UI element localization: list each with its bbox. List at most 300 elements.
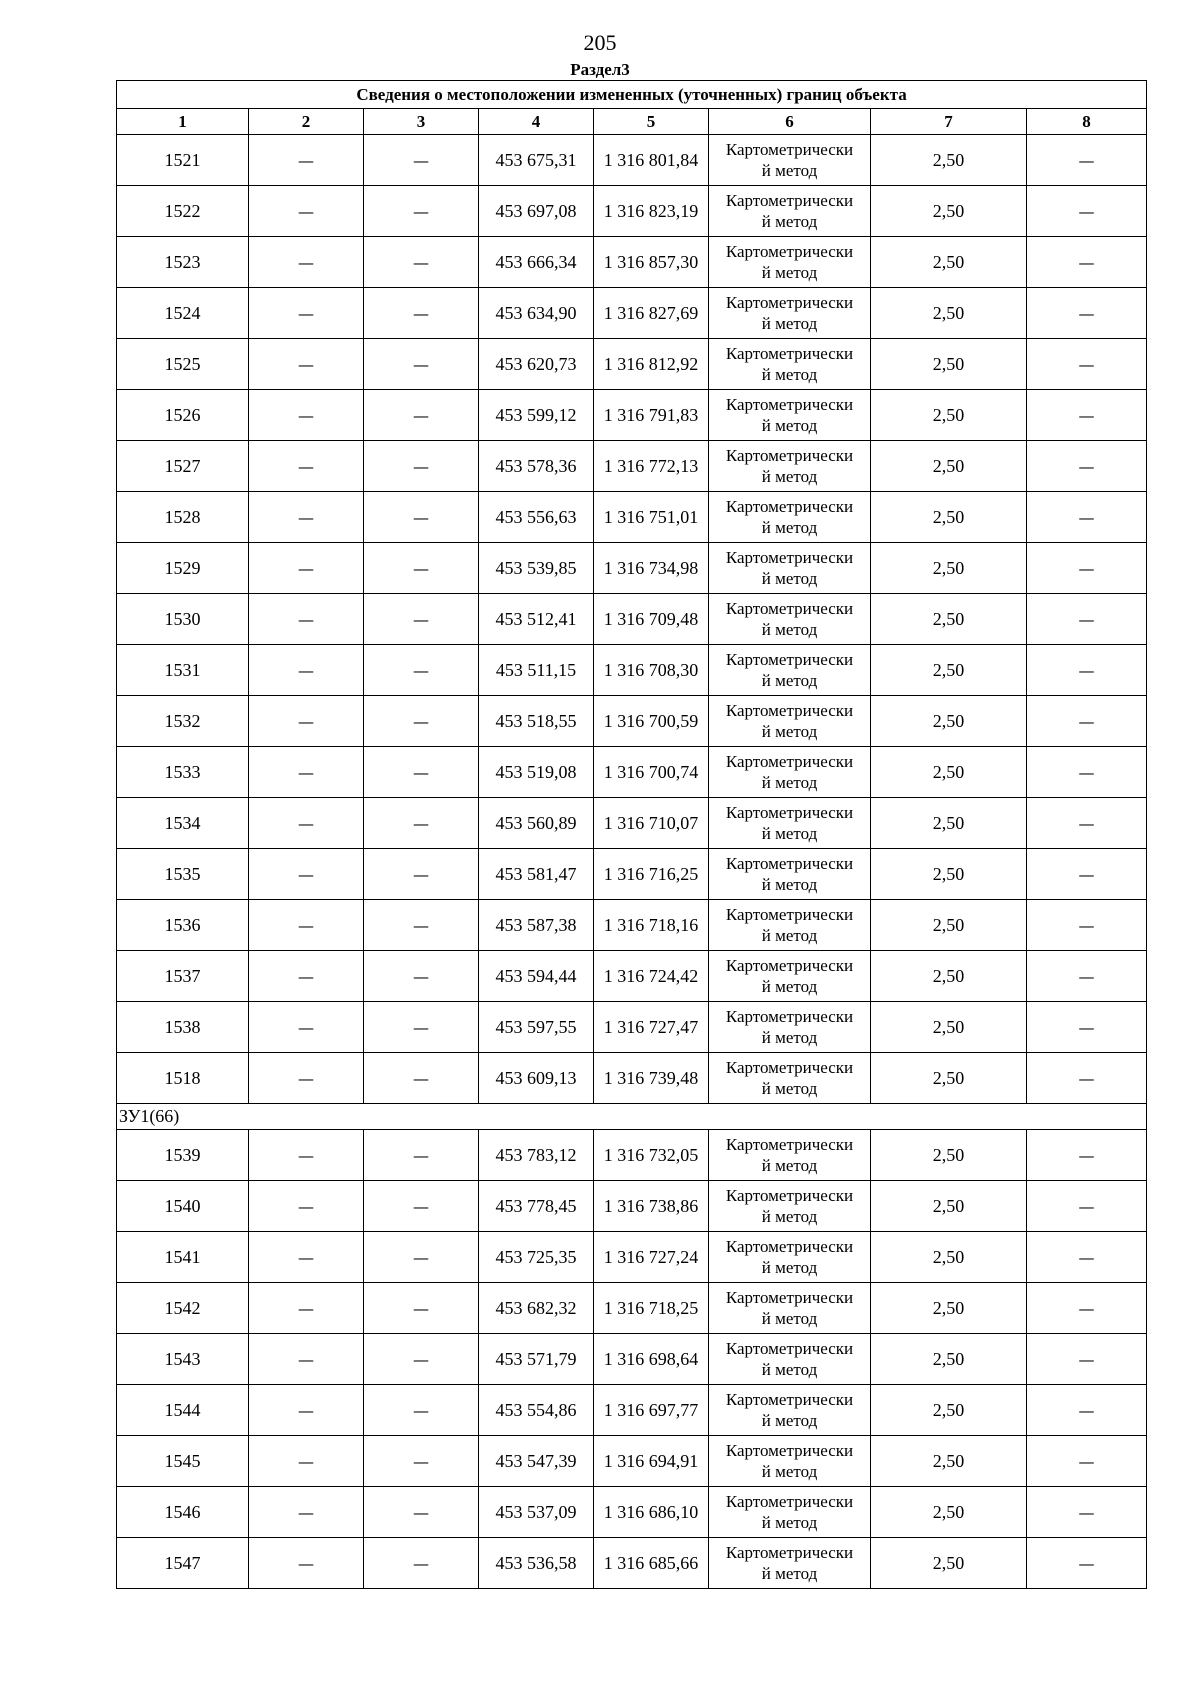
method-line-2: й метод — [761, 1513, 818, 1532]
coordinate-y-cell: 1 316 700,74 — [594, 747, 709, 798]
table-row — [117, 441, 1147, 492]
point-number-cell: 1518 — [117, 1053, 249, 1104]
column-2-cell: — — [249, 1232, 364, 1283]
column-2-cell: — — [249, 1002, 364, 1053]
coordinate-y-cell: 1 316 708,30 — [594, 645, 709, 696]
coordinate-x-cell: 453 560,89 — [479, 798, 594, 849]
table-row — [117, 1334, 1147, 1385]
method-cell — [709, 390, 871, 441]
column-number-4: 4 — [479, 109, 594, 135]
method-cell — [709, 1436, 871, 1487]
coordinate-x-cell: 453 697,08 — [479, 186, 594, 237]
coordinate-x-cell: 453 634,90 — [479, 288, 594, 339]
method-line-2: й метод — [761, 416, 818, 435]
table-row — [117, 594, 1147, 645]
coordinate-y-cell: 1 316 801,84 — [594, 135, 709, 186]
column-2-cell: — — [249, 1487, 364, 1538]
column-8-cell: — — [1027, 237, 1147, 288]
column-3-cell: — — [364, 1538, 479, 1589]
method-line-1: Картометрически — [725, 1058, 854, 1077]
column-number-5: 5 — [594, 109, 709, 135]
method-cell — [709, 339, 871, 390]
column-2-cell: — — [249, 645, 364, 696]
method-cell — [709, 594, 871, 645]
coordinate-x-cell: 453 599,12 — [479, 390, 594, 441]
coordinate-y-cell: 1 316 812,92 — [594, 339, 709, 390]
coordinate-y-cell: 1 316 857,30 — [594, 237, 709, 288]
method-line-2: й метод — [761, 824, 818, 843]
column-3-cell: — — [364, 543, 479, 594]
coordinate-x-cell: 453 725,35 — [479, 1232, 594, 1283]
accuracy-cell: 2,50 — [871, 1232, 1027, 1283]
group-label: ЗУ1(66) — [117, 1104, 1147, 1130]
column-8-cell: — — [1027, 696, 1147, 747]
column-2-cell: — — [249, 1436, 364, 1487]
method-cell — [709, 1385, 871, 1436]
coordinate-y-cell: 1 316 734,98 — [594, 543, 709, 594]
column-number-row — [117, 109, 1147, 135]
method-line-2: й метод — [761, 722, 818, 741]
table-row — [117, 1538, 1147, 1589]
method-line-2: й метод — [761, 569, 818, 588]
method-line-1: Картометрически — [725, 1237, 854, 1256]
method-line-2: й метод — [761, 1258, 818, 1277]
table-row — [117, 1487, 1147, 1538]
coordinate-x-cell: 453 597,55 — [479, 1002, 594, 1053]
accuracy-cell: 2,50 — [871, 594, 1027, 645]
column-3-cell: — — [364, 1385, 479, 1436]
point-number-cell: 1529 — [117, 543, 249, 594]
column-3-cell: — — [364, 747, 479, 798]
coordinate-y-cell: 1 316 827,69 — [594, 288, 709, 339]
accuracy-cell: 2,50 — [871, 390, 1027, 441]
accuracy-cell: 2,50 — [871, 1334, 1027, 1385]
method-line-1: Картометрически — [725, 854, 854, 873]
accuracy-cell: 2,50 — [871, 1181, 1027, 1232]
table-row — [117, 696, 1147, 747]
coordinate-x-cell: 453 783,12 — [479, 1130, 594, 1181]
method-line-1: Картометрически — [725, 599, 854, 618]
method-cell — [709, 1232, 871, 1283]
coordinate-x-cell: 453 682,32 — [479, 1283, 594, 1334]
column-8-cell: — — [1027, 1130, 1147, 1181]
coordinate-y-cell: 1 316 791,83 — [594, 390, 709, 441]
column-8-cell: — — [1027, 1385, 1147, 1436]
coordinate-y-cell: 1 316 709,48 — [594, 594, 709, 645]
group-label-row — [117, 1104, 1147, 1130]
column-2-cell: — — [249, 1053, 364, 1104]
table-row — [117, 135, 1147, 186]
method-line-1: Картометрически — [725, 1186, 854, 1205]
table-row — [117, 237, 1147, 288]
point-number-cell: 1530 — [117, 594, 249, 645]
column-2-cell: — — [249, 951, 364, 1002]
point-number-cell: 1547 — [117, 1538, 249, 1589]
accuracy-cell: 2,50 — [871, 135, 1027, 186]
point-number-cell: 1533 — [117, 747, 249, 798]
method-line-1: Картометрически — [725, 1339, 854, 1358]
coordinate-y-cell: 1 316 716,25 — [594, 849, 709, 900]
coordinate-y-cell: 1 316 685,66 — [594, 1538, 709, 1589]
method-line-1: Картометрически — [725, 293, 854, 312]
method-cell — [709, 1130, 871, 1181]
column-2-cell: — — [249, 1334, 364, 1385]
accuracy-cell: 2,50 — [871, 1053, 1027, 1104]
column-number-3: 3 — [364, 109, 479, 135]
method-cell — [709, 798, 871, 849]
coordinate-x-cell: 453 675,31 — [479, 135, 594, 186]
table-row — [117, 645, 1147, 696]
coordinate-y-cell: 1 316 738,86 — [594, 1181, 709, 1232]
coordinate-y-cell: 1 316 694,91 — [594, 1436, 709, 1487]
column-2-cell: — — [249, 1385, 364, 1436]
group-separator — [117, 1104, 1147, 1130]
method-cell — [709, 237, 871, 288]
coordinate-y-cell: 1 316 724,42 — [594, 951, 709, 1002]
column-3-cell: — — [364, 441, 479, 492]
column-2-cell: — — [249, 798, 364, 849]
point-number-cell: 1525 — [117, 339, 249, 390]
point-number-cell: 1531 — [117, 645, 249, 696]
table-row — [117, 1385, 1147, 1436]
column-8-cell: — — [1027, 1436, 1147, 1487]
column-2-cell: — — [249, 1283, 364, 1334]
coordinate-x-cell: 453 578,36 — [479, 441, 594, 492]
coordinate-x-cell: 453 556,63 — [479, 492, 594, 543]
accuracy-cell: 2,50 — [871, 696, 1027, 747]
accuracy-cell: 2,50 — [871, 1385, 1027, 1436]
table-caption: Сведения о местоположении измененных (уточненных) границ объекта — [117, 81, 1147, 109]
section-label: Раздел3 — [570, 60, 630, 79]
point-number-cell: 1543 — [117, 1334, 249, 1385]
column-3-cell: — — [364, 594, 479, 645]
rows-after-group — [117, 1130, 1147, 1589]
column-8-cell: — — [1027, 951, 1147, 1002]
column-3-cell: — — [364, 900, 479, 951]
table-row — [117, 186, 1147, 237]
coordinate-x-cell: 453 571,79 — [479, 1334, 594, 1385]
column-3-cell: — — [364, 135, 479, 186]
method-cell — [709, 1283, 871, 1334]
column-3-cell: — — [364, 1283, 479, 1334]
method-line-1: Картометрически — [725, 395, 854, 414]
column-2-cell: — — [249, 900, 364, 951]
column-2-cell: — — [249, 186, 364, 237]
method-line-2: й метод — [761, 926, 818, 945]
table-row — [117, 1130, 1147, 1181]
method-line-2: й метод — [761, 620, 818, 639]
point-number-cell: 1537 — [117, 951, 249, 1002]
method-line-1: Картометрически — [725, 1288, 854, 1307]
column-8-cell: — — [1027, 135, 1147, 186]
coordinate-y-cell: 1 316 718,16 — [594, 900, 709, 951]
point-number-cell: 1545 — [117, 1436, 249, 1487]
coordinate-x-cell: 453 519,08 — [479, 747, 594, 798]
column-3-cell: — — [364, 1334, 479, 1385]
point-number-cell: 1540 — [117, 1181, 249, 1232]
accuracy-cell: 2,50 — [871, 186, 1027, 237]
method-line-1: Картометрически — [725, 446, 854, 465]
table-row — [117, 288, 1147, 339]
table-row — [117, 798, 1147, 849]
rows-before-group — [117, 135, 1147, 1104]
point-number-cell: 1544 — [117, 1385, 249, 1436]
method-line-2: й метод — [761, 1564, 818, 1583]
coordinate-y-cell: 1 316 727,47 — [594, 1002, 709, 1053]
method-line-1: Картометрически — [725, 497, 854, 516]
coordinate-x-cell: 453 518,55 — [479, 696, 594, 747]
column-number-2: 2 — [249, 109, 364, 135]
method-cell — [709, 543, 871, 594]
coordinate-y-cell: 1 316 751,01 — [594, 492, 709, 543]
method-line-1: Картометрически — [725, 344, 854, 363]
accuracy-cell: 2,50 — [871, 951, 1027, 1002]
method-line-1: Картометрически — [725, 803, 854, 822]
method-line-2: й метод — [761, 314, 818, 333]
method-line-2: й метод — [761, 977, 818, 996]
column-8-cell: — — [1027, 543, 1147, 594]
column-number-8: 8 — [1027, 109, 1147, 135]
column-3-cell: — — [364, 951, 479, 1002]
coordinate-x-cell: 453 554,86 — [479, 1385, 594, 1436]
point-number-cell: 1535 — [117, 849, 249, 900]
method-line-2: й метод — [761, 212, 818, 231]
column-2-cell: — — [249, 135, 364, 186]
column-8-cell: — — [1027, 1002, 1147, 1053]
accuracy-cell: 2,50 — [871, 1487, 1027, 1538]
point-number-cell: 1521 — [117, 135, 249, 186]
point-number-cell: 1541 — [117, 1232, 249, 1283]
column-3-cell: — — [364, 798, 479, 849]
method-line-2: й метод — [761, 467, 818, 486]
column-3-cell: — — [364, 1232, 479, 1283]
method-line-1: Картометрически — [725, 752, 854, 771]
method-line-2: й метод — [761, 263, 818, 282]
coordinate-x-cell: 453 609,13 — [479, 1053, 594, 1104]
accuracy-cell: 2,50 — [871, 441, 1027, 492]
table-row — [117, 1053, 1147, 1104]
column-8-cell: — — [1027, 1283, 1147, 1334]
accuracy-cell: 2,50 — [871, 798, 1027, 849]
accuracy-cell: 2,50 — [871, 1538, 1027, 1589]
method-line-1: Картометрически — [725, 1390, 854, 1409]
method-cell — [709, 900, 871, 951]
method-cell — [709, 288, 871, 339]
point-number-cell: 1542 — [117, 1283, 249, 1334]
table-row — [117, 543, 1147, 594]
column-8-cell: — — [1027, 747, 1147, 798]
method-line-1: Картометрически — [725, 548, 854, 567]
table-row — [117, 1436, 1147, 1487]
method-line-1: Картометрически — [725, 1007, 854, 1026]
accuracy-cell: 2,50 — [871, 849, 1027, 900]
column-8-cell: — — [1027, 594, 1147, 645]
column-8-cell: — — [1027, 1053, 1147, 1104]
table-row — [117, 492, 1147, 543]
method-line-2: й метод — [761, 1156, 818, 1175]
point-number-cell: 1522 — [117, 186, 249, 237]
boundary-coordinates-table — [116, 80, 1147, 1589]
column-8-cell: — — [1027, 441, 1147, 492]
column-2-cell: — — [249, 492, 364, 543]
coordinate-x-cell: 453 778,45 — [479, 1181, 594, 1232]
accuracy-cell: 2,50 — [871, 492, 1027, 543]
method-cell — [709, 441, 871, 492]
column-3-cell: — — [364, 645, 479, 696]
column-number-6: 6 — [709, 109, 871, 135]
point-number-cell: 1538 — [117, 1002, 249, 1053]
column-8-cell: — — [1027, 492, 1147, 543]
column-8-cell: — — [1027, 849, 1147, 900]
coordinate-x-cell: 453 537,09 — [479, 1487, 594, 1538]
column-3-cell: — — [364, 492, 479, 543]
coordinate-y-cell: 1 316 697,77 — [594, 1385, 709, 1436]
point-number-cell: 1527 — [117, 441, 249, 492]
method-line-2: й метод — [761, 1028, 818, 1047]
column-3-cell: — — [364, 1053, 479, 1104]
accuracy-cell: 2,50 — [871, 1283, 1027, 1334]
method-cell — [709, 186, 871, 237]
accuracy-cell: 2,50 — [871, 237, 1027, 288]
coordinate-y-cell: 1 316 700,59 — [594, 696, 709, 747]
column-2-cell: — — [249, 441, 364, 492]
table-row — [117, 1181, 1147, 1232]
accuracy-cell: 2,50 — [871, 747, 1027, 798]
point-number-cell: 1532 — [117, 696, 249, 747]
column-2-cell: — — [249, 237, 364, 288]
column-3-cell: — — [364, 1002, 479, 1053]
column-8-cell: — — [1027, 186, 1147, 237]
method-cell — [709, 1487, 871, 1538]
column-8-cell: — — [1027, 1334, 1147, 1385]
method-line-2: й метод — [761, 875, 818, 894]
method-line-1: Картометрически — [725, 650, 854, 669]
column-2-cell: — — [249, 543, 364, 594]
column-8-cell: — — [1027, 390, 1147, 441]
point-number-cell: 1524 — [117, 288, 249, 339]
point-number-cell: 1534 — [117, 798, 249, 849]
point-number-cell: 1528 — [117, 492, 249, 543]
method-line-1: Картометрически — [725, 1492, 854, 1511]
method-cell — [709, 492, 871, 543]
method-line-1: Картометрически — [725, 242, 854, 261]
accuracy-cell: 2,50 — [871, 1436, 1027, 1487]
accuracy-cell: 2,50 — [871, 1002, 1027, 1053]
coordinate-y-cell: 1 316 727,24 — [594, 1232, 709, 1283]
table-row — [117, 1232, 1147, 1283]
coordinate-y-cell: 1 316 739,48 — [594, 1053, 709, 1104]
table-row — [117, 390, 1147, 441]
method-line-2: й метод — [761, 365, 818, 384]
method-line-2: й метод — [761, 671, 818, 690]
coordinate-x-cell: 453 536,58 — [479, 1538, 594, 1589]
column-3-cell: — — [364, 696, 479, 747]
coordinate-x-cell: 453 666,34 — [479, 237, 594, 288]
column-8-cell: — — [1027, 1538, 1147, 1589]
column-8-cell: — — [1027, 645, 1147, 696]
method-line-2: й метод — [761, 1462, 818, 1481]
column-3-cell: — — [364, 1181, 479, 1232]
method-line-1: Картометрически — [725, 701, 854, 720]
method-cell — [709, 135, 871, 186]
method-line-1: Картометрически — [725, 1135, 854, 1154]
method-cell — [709, 1053, 871, 1104]
column-3-cell: — — [364, 339, 479, 390]
page-number: 205 — [583, 30, 617, 55]
column-8-cell: — — [1027, 1487, 1147, 1538]
method-line-1: Картометрически — [725, 191, 854, 210]
table-row — [117, 951, 1147, 1002]
coordinate-x-cell: 453 512,41 — [479, 594, 594, 645]
table-row — [117, 900, 1147, 951]
method-cell — [709, 696, 871, 747]
method-cell — [709, 951, 871, 1002]
column-8-cell: — — [1027, 1181, 1147, 1232]
point-number-cell: 1523 — [117, 237, 249, 288]
method-line-2: й метод — [761, 1309, 818, 1328]
method-line-1: Картометрически — [725, 956, 854, 975]
point-number-cell: 1539 — [117, 1130, 249, 1181]
accuracy-cell: 2,50 — [871, 543, 1027, 594]
table-row — [117, 1002, 1147, 1053]
coordinate-x-cell: 453 594,44 — [479, 951, 594, 1002]
accuracy-cell: 2,50 — [871, 1130, 1027, 1181]
coordinate-y-cell: 1 316 686,10 — [594, 1487, 709, 1538]
column-3-cell: — — [364, 186, 479, 237]
method-line-1: Картометрически — [725, 1543, 854, 1562]
table-caption-row — [117, 81, 1147, 109]
coordinate-x-cell: 453 581,47 — [479, 849, 594, 900]
column-2-cell: — — [249, 1538, 364, 1589]
accuracy-cell: 2,50 — [871, 645, 1027, 696]
method-line-2: й метод — [761, 1411, 818, 1430]
method-line-2: й метод — [761, 1079, 818, 1098]
method-cell — [709, 747, 871, 798]
column-2-cell: — — [249, 594, 364, 645]
method-line-2: й метод — [761, 161, 818, 180]
point-number-cell: 1546 — [117, 1487, 249, 1538]
table-row — [117, 849, 1147, 900]
column-8-cell: — — [1027, 798, 1147, 849]
method-line-1: Картометрически — [725, 905, 854, 924]
coordinate-x-cell: 453 539,85 — [479, 543, 594, 594]
coordinate-x-cell: 453 620,73 — [479, 339, 594, 390]
accuracy-cell: 2,50 — [871, 288, 1027, 339]
coordinate-x-cell: 453 547,39 — [479, 1436, 594, 1487]
method-line-2: й метод — [761, 773, 818, 792]
column-2-cell: — — [249, 288, 364, 339]
table-row — [117, 747, 1147, 798]
column-8-cell: — — [1027, 288, 1147, 339]
column-2-cell: — — [249, 747, 364, 798]
column-3-cell: — — [364, 390, 479, 441]
column-8-cell: — — [1027, 339, 1147, 390]
method-line-2: й метод — [761, 1360, 818, 1379]
coordinate-x-cell: 453 511,15 — [479, 645, 594, 696]
coordinate-y-cell: 1 316 710,07 — [594, 798, 709, 849]
column-2-cell: — — [249, 1181, 364, 1232]
method-cell — [709, 1002, 871, 1053]
coordinate-y-cell: 1 316 732,05 — [594, 1130, 709, 1181]
column-2-cell: — — [249, 1130, 364, 1181]
column-3-cell: — — [364, 1436, 479, 1487]
accuracy-cell: 2,50 — [871, 900, 1027, 951]
coordinate-x-cell: 453 587,38 — [479, 900, 594, 951]
accuracy-cell: 2,50 — [871, 339, 1027, 390]
column-number-7: 7 — [871, 109, 1027, 135]
coordinate-y-cell: 1 316 698,64 — [594, 1334, 709, 1385]
column-8-cell: — — [1027, 1232, 1147, 1283]
